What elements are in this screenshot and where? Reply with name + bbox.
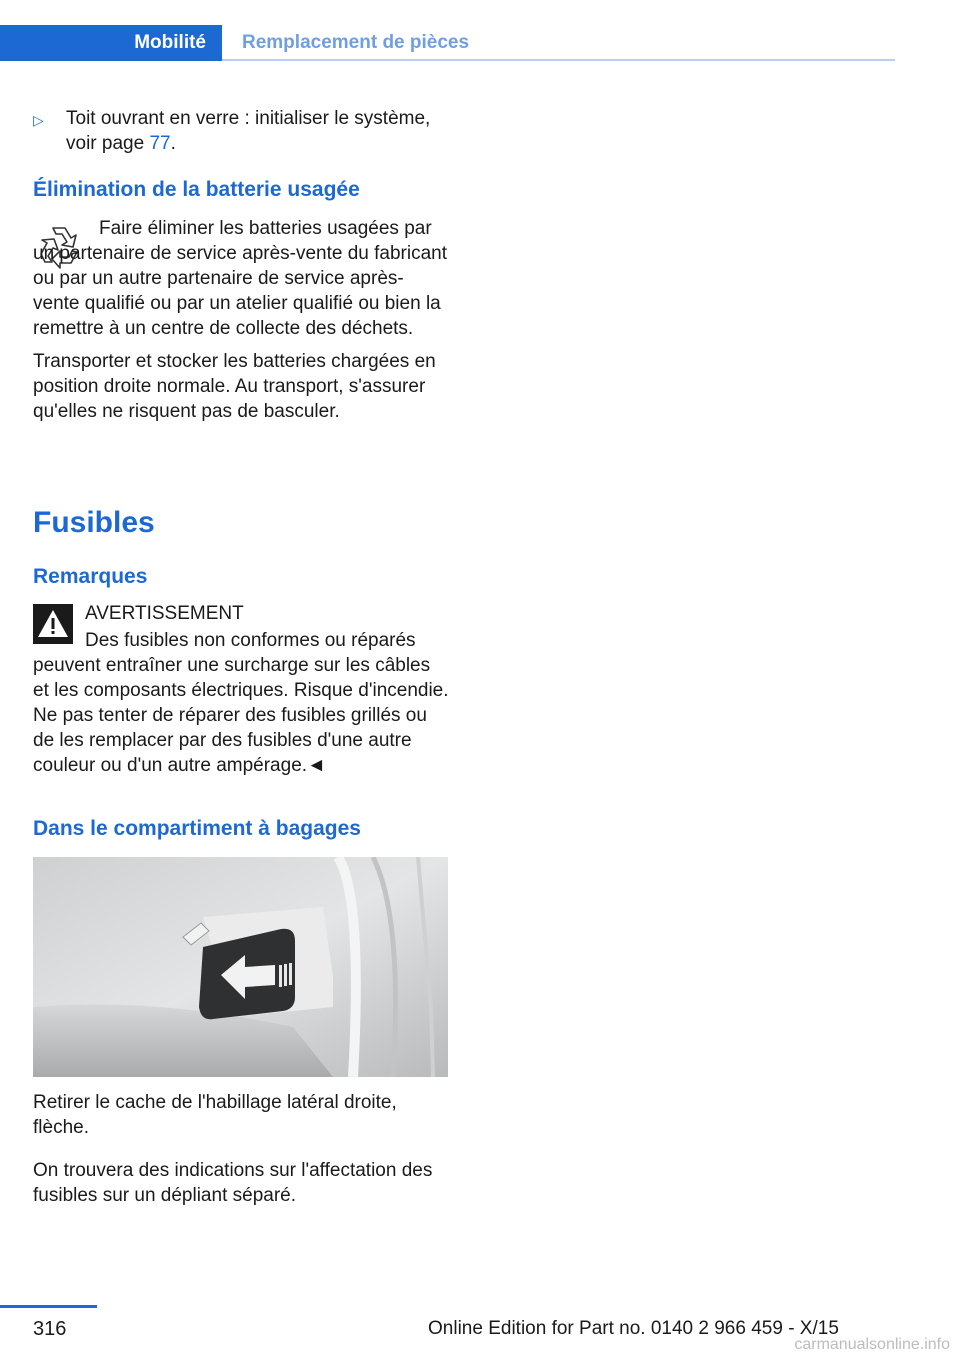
chapter-title-fuses: Fusibles	[33, 506, 155, 539]
battery-para-2: Transporter et stocker les batteries chargées en position droite normale. Au transport, s'assurer qu'elles ne risquent pas de basculer.	[33, 351, 436, 422]
page-header	[0, 25, 895, 61]
battery-para-1: Faire éliminer les batteries usagées par un partenaire de service après-vente du fabricant ou par un autre partenaire de service après-vente qualifié ou par un atelier qualifié ou bien la remettre à un centre de collecte des déchets.	[33, 218, 448, 339]
section-tab-label: Remplacement de pièces	[242, 32, 470, 53]
section-tab-replacement[interactable]	[222, 25, 469, 61]
chapter-tab-mobilite[interactable]	[0, 25, 222, 61]
footer-rule	[0, 1305, 97, 1308]
subsection-title-notes: Remarques	[33, 565, 148, 588]
warning-block	[33, 601, 449, 778]
triangle-bullet-icon: ▷	[33, 112, 44, 128]
watermark: carmanualsonline.info	[794, 1336, 950, 1353]
subsection-title-trunk: Dans le compartiment à bagages	[33, 817, 361, 840]
section-title-battery: Élimination de la batterie usagée	[33, 178, 360, 201]
chapter-tab-label: Mobilité	[134, 32, 206, 53]
header-rule	[222, 59, 895, 61]
bullet-item	[33, 106, 449, 156]
trunk-fuse-cover-photo	[33, 857, 448, 1077]
edition-note: Online Edition for Part no. 0140 2 966 459 - X/15	[428, 1318, 839, 1339]
bullet-text: Toit ouvrant en verre : initialiser le système, voir page 77.	[66, 108, 431, 154]
end-mark: ◄	[307, 755, 326, 776]
page-number: 316	[33, 1318, 67, 1340]
battery-text-block	[33, 216, 449, 424]
trunk-text-block	[33, 1090, 449, 1208]
warning-text: Des fusibles non conformes ou réparés peuvent entraîner une surcharge sur les câbles et les composants électriques. Risque d'incendie. Ne pas tenter de réparer des fusibles grillés ou de les remplacer par des fusibles d'une autre couleur ou d'un autre ampérage.◄	[33, 630, 449, 776]
trunk-para-1: Retirer le cache de l'habillage latéral droite, flèche.	[33, 1092, 397, 1138]
page-link[interactable]: 77	[149, 133, 171, 154]
warning-label: AVERTISSEMENT	[85, 603, 244, 624]
trunk-para-2: On trouvera des indications sur l'affectation des fusibles sur un dépliant séparé.	[33, 1160, 433, 1206]
